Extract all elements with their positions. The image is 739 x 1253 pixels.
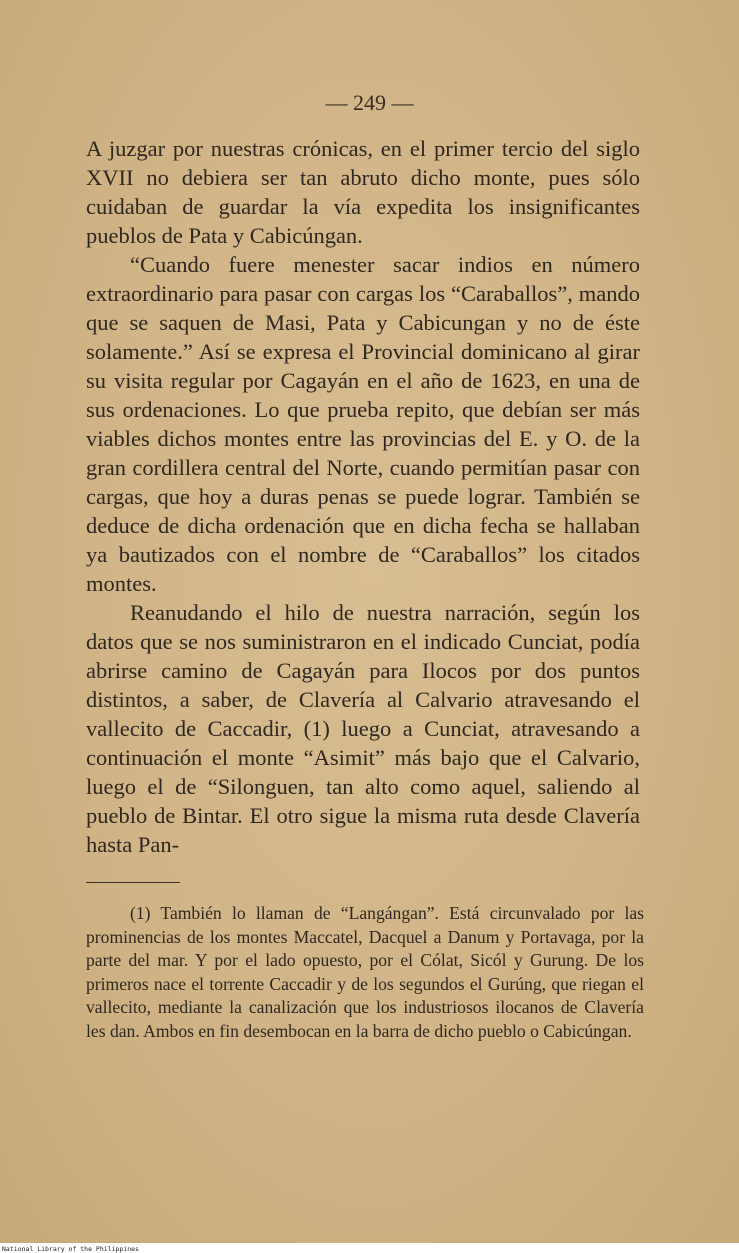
paragraph-1: A juzgar por nuestras crónicas, en el primer tercio del siglo XVII no debiera ser tan abruto dicho monte, pues sólo cuidaban de guardar la vía expedita los insignificantes pueblos de Pata y Cabicúngan. bbox=[86, 136, 640, 248]
footnote-separator bbox=[86, 882, 180, 883]
paragraph-3: Reanudando el hilo de nuestra narración, según los datos que se nos suministraron en el indicado Cunciat, podía abrirse camino de Cagayán para Ilocos por dos puntos distintos, a saber, de Clavería al Calvario atravesando el vallecito de Caccadir, (1) luego a Cunciat, atravesando a continuación el monte “Asimit” más bajo que el Calvario, luego el de “Silonguen, tan alto como aquel, saliendo al pueblo de Bintar. El otro sigue la misma ruta desde Clavería hasta Pan- bbox=[86, 600, 640, 857]
footnote-text: (1) También lo llaman de “Langángan”. Está circunvalado por las prominencias de los montes Maccatel, Dacquel a Danum y Portavaga, por la parte del mar. Y por el lado opuesto, por el Cólat, Sicól y Gurung. De los primeros nace el torrente Caccadir y de los segundos el Gurúng, que riegan el vallecito, mediante la canalización que los industriosos ilocanos de Clavería les dan. Ambos en fin desembocan en la barra de dicho pueblo o Cabicúngan. bbox=[86, 903, 644, 1041]
main-text bbox=[86, 134, 640, 859]
footnote bbox=[86, 902, 644, 1043]
paragraph-2: “Cuando fuere menester sacar indios en número extraordinario para pasar con cargas los “Caraballos”, mando que se saquen de Masi, Pata y Cabicungan y no de éste solamente.” Así se expresa el Provincial dominicano al girar su visita regular por Cagayán en el año de 1623, en una de sus ordenaciones. Lo que prueba repito, que debían ser más viables dichos montes entre las provincias del E. y O. de la gran cordillera central del Norte, cuando permitían pasar con cargas, que hoy a duras penas se puede lograr. También se deduce de dicha ordenación que en dicha fecha se hallaban ya bautizados con el nombre de “Caraballos” los citados montes. bbox=[86, 252, 640, 596]
page-number: — 249 — bbox=[325, 90, 414, 115]
library-credit: National Library of the Philippines bbox=[2, 1245, 139, 1253]
